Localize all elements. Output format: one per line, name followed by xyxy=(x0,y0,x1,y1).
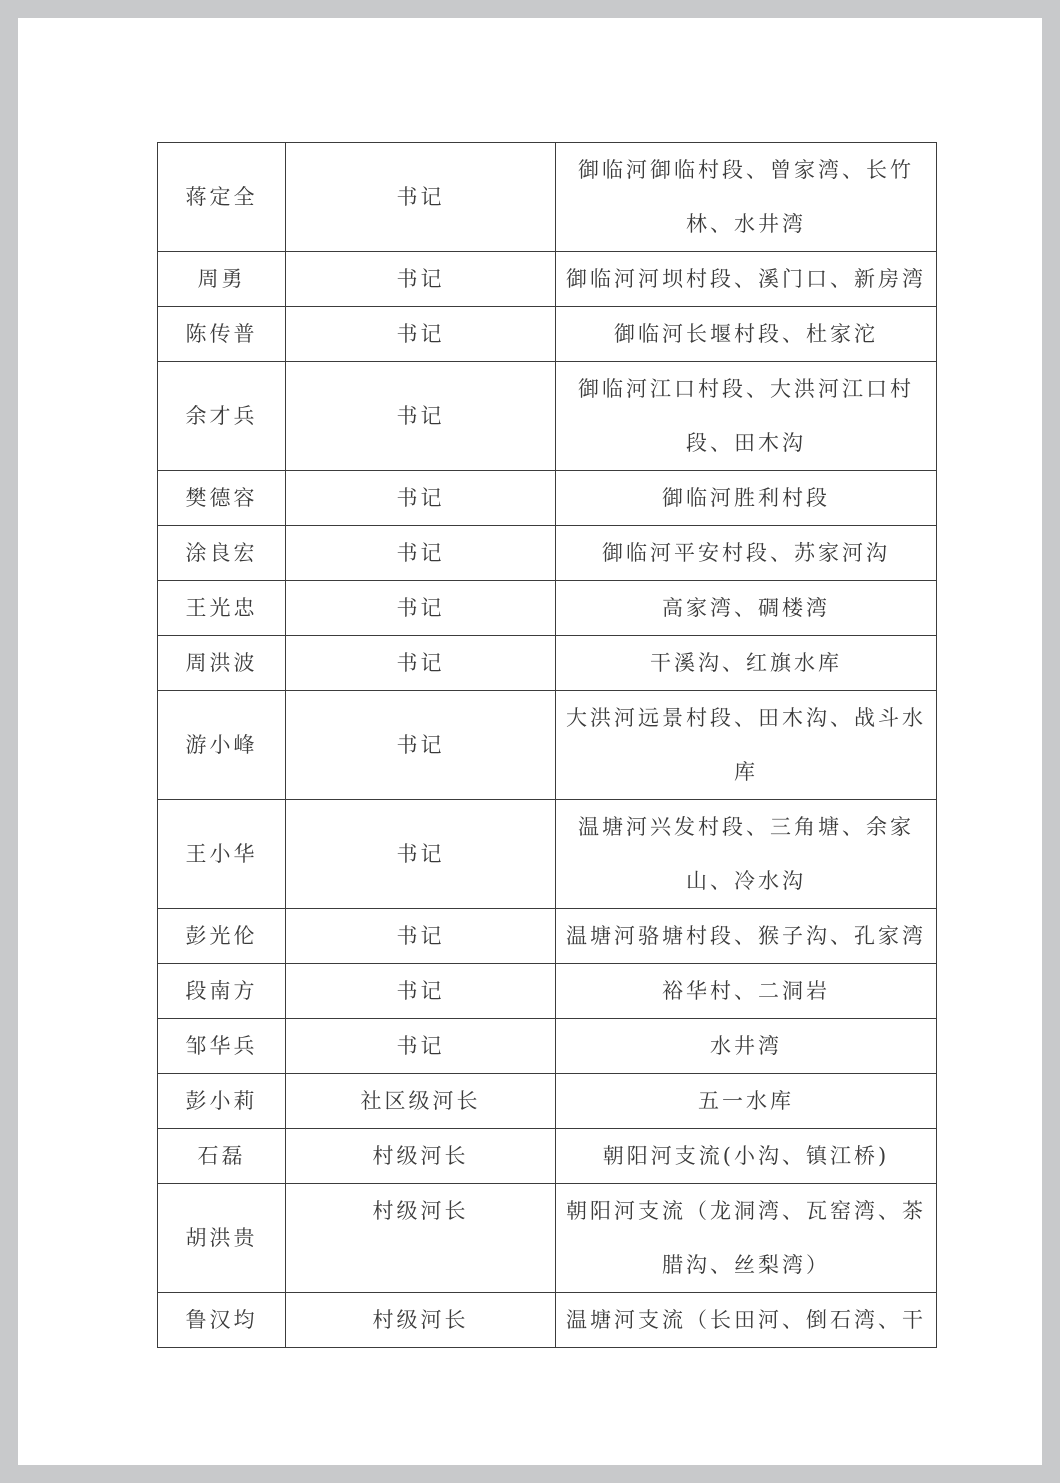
table-row xyxy=(158,800,937,909)
table-row xyxy=(158,1019,937,1074)
name-cell: 王光忠 xyxy=(158,581,286,636)
role-cell: 书记 xyxy=(286,964,556,1019)
role-cell: 村级河长 xyxy=(286,1184,556,1293)
role-cell: 书记 xyxy=(286,909,556,964)
area-cell: 高家湾、碉楼湾 xyxy=(556,581,937,636)
table-row xyxy=(158,362,937,471)
table-row xyxy=(158,526,937,581)
document-page xyxy=(18,18,1042,1465)
role-cell: 书记 xyxy=(286,307,556,362)
area-cell: 朝阳河支流(小沟、镇江桥) xyxy=(556,1129,937,1184)
role-cell: 书记 xyxy=(286,143,556,252)
table-row xyxy=(158,691,937,800)
role-cell: 社区级河长 xyxy=(286,1074,556,1129)
role-cell: 书记 xyxy=(286,581,556,636)
name-cell: 周洪波 xyxy=(158,636,286,691)
area-cell: 裕华村、二洞岩 xyxy=(556,964,937,1019)
table-row xyxy=(158,964,937,1019)
area-cell: 御临河河坝村段、溪门口、新房湾 xyxy=(556,252,937,307)
table-row xyxy=(158,471,937,526)
area-cell: 御临河长堰村段、杜家沱 xyxy=(556,307,937,362)
area-cell: 五一水库 xyxy=(556,1074,937,1129)
role-cell: 书记 xyxy=(286,1019,556,1074)
role-cell: 书记 xyxy=(286,252,556,307)
name-cell: 段南方 xyxy=(158,964,286,1019)
area-cell: 御临河平安村段、苏家河沟 xyxy=(556,526,937,581)
role-cell: 书记 xyxy=(286,636,556,691)
role-cell: 书记 xyxy=(286,526,556,581)
table-row xyxy=(158,252,937,307)
name-cell: 彭光伦 xyxy=(158,909,286,964)
role-cell: 书记 xyxy=(286,691,556,800)
table-row xyxy=(158,1074,937,1129)
area-cell: 御临河御临村段、曾家湾、长竹林、水井湾 xyxy=(556,143,937,252)
table-row xyxy=(158,1293,937,1348)
table-row xyxy=(158,307,937,362)
area-cell: 御临河胜利村段 xyxy=(556,471,937,526)
name-cell: 王小华 xyxy=(158,800,286,909)
table-row xyxy=(158,1129,937,1184)
role-cell: 村级河长 xyxy=(286,1129,556,1184)
area-cell: 温塘河骆塘村段、猴子沟、孔家湾 xyxy=(556,909,937,964)
name-cell: 游小峰 xyxy=(158,691,286,800)
area-cell: 大洪河远景村段、田木沟、战斗水库 xyxy=(556,691,937,800)
name-cell: 石磊 xyxy=(158,1129,286,1184)
area-cell: 朝阳河支流（龙洞湾、瓦窑湾、茶腊沟、丝梨湾） xyxy=(556,1184,937,1293)
name-cell: 蒋定全 xyxy=(158,143,286,252)
name-cell: 彭小莉 xyxy=(158,1074,286,1129)
name-cell: 涂良宏 xyxy=(158,526,286,581)
area-cell: 干溪沟、红旗水库 xyxy=(556,636,937,691)
area-cell: 御临河江口村段、大洪河江口村段、田木沟 xyxy=(556,362,937,471)
name-cell: 鲁汉均 xyxy=(158,1293,286,1348)
role-cell: 村级河长 xyxy=(286,1293,556,1348)
table-row xyxy=(158,1184,937,1293)
role-cell: 书记 xyxy=(286,362,556,471)
name-cell: 陈传普 xyxy=(158,307,286,362)
role-cell: 书记 xyxy=(286,800,556,909)
area-cell: 水井湾 xyxy=(556,1019,937,1074)
name-cell: 邹华兵 xyxy=(158,1019,286,1074)
name-cell: 樊德容 xyxy=(158,471,286,526)
name-cell: 余才兵 xyxy=(158,362,286,471)
table-row xyxy=(158,143,937,252)
area-cell: 温塘河支流（长田河、倒石湾、干 xyxy=(556,1293,937,1348)
area-cell: 温塘河兴发村段、三角塘、余家山、冷水沟 xyxy=(556,800,937,909)
river-chief-table xyxy=(157,142,937,1348)
role-cell: 书记 xyxy=(286,471,556,526)
name-cell: 周勇 xyxy=(158,252,286,307)
table-row xyxy=(158,581,937,636)
table-row xyxy=(158,636,937,691)
table-row xyxy=(158,909,937,964)
name-cell: 胡洪贵 xyxy=(158,1184,286,1293)
